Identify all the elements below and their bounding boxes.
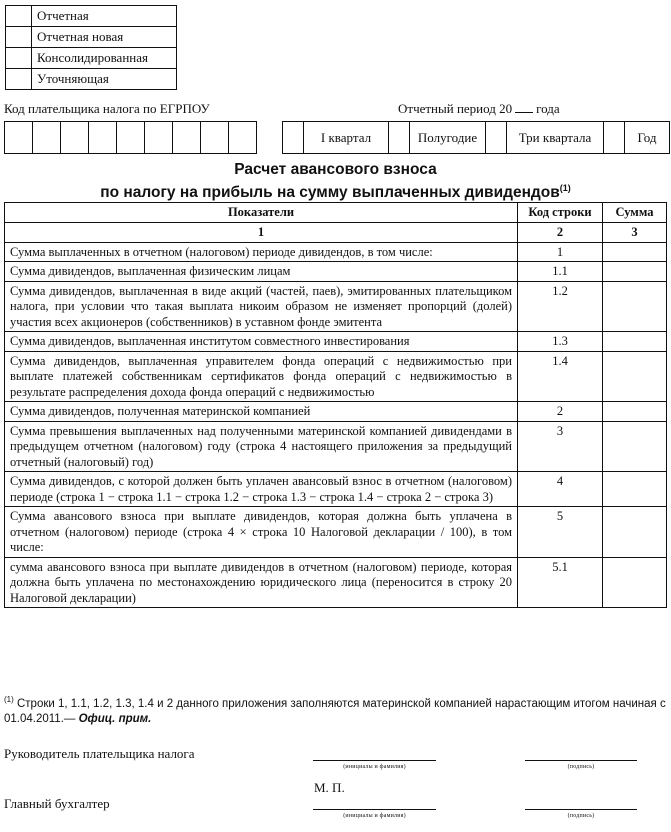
row-sum-cell[interactable] bbox=[603, 402, 667, 422]
accountant-signature-caption: (подпись) bbox=[567, 813, 595, 819]
edrpou-digit-box[interactable] bbox=[117, 122, 145, 154]
col-number-2: 2 bbox=[518, 223, 603, 243]
row-code: 1.4 bbox=[518, 351, 603, 402]
table-row bbox=[5, 281, 667, 332]
period-option-q1: I квартал bbox=[304, 122, 389, 154]
row-code: 1 bbox=[518, 242, 603, 262]
report-type-row[interactable] bbox=[6, 6, 177, 27]
row-code: 5 bbox=[518, 507, 603, 558]
row-text: Сумма дивидендов, выплаченная физическим лицам bbox=[5, 262, 518, 282]
row-code: 2 bbox=[518, 402, 603, 422]
header-code: Код строки bbox=[518, 203, 603, 223]
head-label: Руководитель плательщика налога bbox=[4, 746, 195, 761]
table-row bbox=[5, 472, 667, 507]
report-type-checkbox[interactable] bbox=[6, 6, 32, 27]
period-options bbox=[282, 121, 670, 154]
head-name-caption: (инициалы и фамилия) bbox=[343, 764, 406, 770]
period-checkbox[interactable] bbox=[283, 122, 304, 154]
dividends-table bbox=[4, 202, 667, 608]
report-type-label: Отчетная bbox=[32, 6, 177, 27]
header-indicator: Показатели bbox=[5, 203, 518, 223]
row-text: Сумма дивидендов, полученная материнской компанией bbox=[5, 402, 518, 422]
footnote bbox=[4, 692, 666, 727]
edrpou-digit-box[interactable] bbox=[61, 122, 89, 154]
row-sum-cell[interactable] bbox=[603, 332, 667, 352]
row-sum-cell[interactable] bbox=[603, 281, 667, 332]
column-number-row bbox=[5, 223, 667, 243]
report-type-grid bbox=[5, 5, 177, 90]
report-type-row[interactable] bbox=[6, 27, 177, 48]
edrpou-label: Код плательщика налога по ЕГРПОУ bbox=[4, 101, 210, 116]
row-text: сумма авансового взноса при выплате дивидендов в отчетном (налоговом) периоде, которая должна быть уплачена по местонахождению юридического лица (переносится в строку 20 Налоговой декларации) bbox=[5, 557, 518, 608]
row-code: 3 bbox=[518, 421, 603, 472]
edrpou-digit-box[interactable] bbox=[5, 122, 33, 154]
accountant-label: Главный бухгалтер bbox=[4, 796, 110, 811]
col-number-1: 1 bbox=[5, 223, 518, 243]
stamp-placeholder: М. П. bbox=[314, 780, 345, 795]
row-sum-cell[interactable] bbox=[603, 421, 667, 472]
head-name-line[interactable] bbox=[313, 760, 436, 761]
period-checkbox[interactable] bbox=[389, 122, 410, 154]
accountant-name-line[interactable] bbox=[313, 809, 436, 810]
row-code: 1.2 bbox=[518, 281, 603, 332]
row-text: Сумма выплаченных в отчетном (налоговом) периоде дивидендов, в том числе: bbox=[5, 242, 518, 262]
row-text: Сумма дивидендов, выплаченная управителем фонда операций с недвижимостью при выплате платежей собственникам сертификатов фонда операций с недвижимостью в результате распределения дохода фонда операций с недвижимостью bbox=[5, 351, 518, 402]
edrpou-code-boxes bbox=[4, 121, 257, 154]
table-row bbox=[5, 507, 667, 558]
period-label bbox=[398, 101, 560, 117]
period-option-year: Год bbox=[625, 122, 670, 154]
row-sum-cell[interactable] bbox=[603, 351, 667, 402]
period-year-field[interactable] bbox=[515, 102, 533, 113]
footnote-mark: (1) bbox=[4, 695, 14, 704]
row-sum-cell[interactable] bbox=[603, 557, 667, 608]
row-sum-cell[interactable] bbox=[603, 242, 667, 262]
period-option-half-year: Полугодие bbox=[410, 122, 486, 154]
row-sum-cell[interactable] bbox=[603, 262, 667, 282]
edrpou-digit-box[interactable] bbox=[201, 122, 229, 154]
table-row bbox=[5, 557, 667, 608]
form-title-line2 bbox=[0, 179, 671, 202]
footnote-text: Строки 1, 1.1, 1.2, 1.3, 1.4 и 2 данного приложения заполняются материнской компанией нарастающим итогом начиная с 01.04.2011.— bbox=[4, 697, 666, 725]
period-option-nine-months: Три квартала bbox=[507, 122, 604, 154]
title-footnote-mark: (1) bbox=[559, 183, 571, 193]
form-title-line2-text: по налогу на прибыль на сумму выплаченных дивидендов bbox=[100, 184, 560, 202]
row-code: 1.3 bbox=[518, 332, 603, 352]
form-title-line1: Расчет авансового взноса bbox=[234, 161, 437, 178]
table-row bbox=[5, 242, 667, 262]
edrpou-digit-box[interactable] bbox=[229, 122, 257, 154]
row-code: 5.1 bbox=[518, 557, 603, 608]
table-row bbox=[5, 421, 667, 472]
table-row bbox=[5, 262, 667, 282]
head-signature-line[interactable] bbox=[525, 760, 637, 761]
header-sum: Сумма bbox=[603, 203, 667, 223]
row-text: Сумма дивидендов, выплаченная институтом совместного инвестирования bbox=[5, 332, 518, 352]
row-code: 4 bbox=[518, 472, 603, 507]
accountant-signature-line[interactable] bbox=[525, 809, 637, 810]
edrpou-digit-box[interactable] bbox=[33, 122, 61, 154]
period-label-suffix: года bbox=[536, 101, 560, 116]
report-type-label: Консолидированная bbox=[32, 48, 177, 69]
row-sum-cell[interactable] bbox=[603, 507, 667, 558]
period-checkbox[interactable] bbox=[486, 122, 507, 154]
table-header-row bbox=[5, 203, 667, 223]
report-type-label: Отчетная новая bbox=[32, 27, 177, 48]
period-label-prefix: Отчетный период 20 bbox=[398, 101, 513, 116]
period-checkbox[interactable] bbox=[604, 122, 625, 154]
col-number-3: 3 bbox=[603, 223, 667, 243]
row-text: Сумма дивидендов, выплаченная в виде акций (частей, паев), эмитированных плательщиком налога, при условии что такая выплата никоим образом не изменяет пропорций (долей) участия всех акционеров (собственников) в уставном фонде эмитента bbox=[5, 281, 518, 332]
row-text: Сумма авансового взноса при выплате дивидендов, которая должна быть уплачена в отчетном (налоговом) периоде (строка 4 × строка 10 Налоговой декларации / 100), в том числе: bbox=[5, 507, 518, 558]
report-type-checkbox[interactable] bbox=[6, 69, 32, 90]
edrpou-digit-box[interactable] bbox=[173, 122, 201, 154]
accountant-name-caption: (инициалы и фамилия) bbox=[343, 813, 406, 819]
row-text: Сумма превышения выплаченных над полученными материнской компанией дивидендами в предыдущем отчетном (налоговом) году (строка 4 настоящего приложения за предыдущий отчетный (налоговый) год) bbox=[5, 421, 518, 472]
table-row bbox=[5, 332, 667, 352]
report-type-label: Уточняющая bbox=[32, 69, 177, 90]
footnote-emphasis: Офиц. прим. bbox=[78, 712, 152, 725]
report-type-checkbox[interactable] bbox=[6, 27, 32, 48]
table-row bbox=[5, 402, 667, 422]
report-type-row[interactable] bbox=[6, 69, 177, 90]
report-type-checkbox[interactable] bbox=[6, 48, 32, 69]
row-code: 1.1 bbox=[518, 262, 603, 282]
table-row bbox=[5, 351, 667, 402]
head-signature-caption: (подпись) bbox=[567, 764, 595, 770]
edrpou-digit-box[interactable] bbox=[145, 122, 173, 154]
row-sum-cell[interactable] bbox=[603, 472, 667, 507]
edrpou-digit-box[interactable] bbox=[89, 122, 117, 154]
row-text: Сумма дивидендов, с которой должен быть уплачен авансовый взнос в отчетном (налоговом) периоде (строка 1 − строка 1.1 − строка 1.2 − строка 1.3 − строка 1.4 − строка 2 − строка 3) bbox=[5, 472, 518, 507]
report-type-row[interactable] bbox=[6, 48, 177, 69]
